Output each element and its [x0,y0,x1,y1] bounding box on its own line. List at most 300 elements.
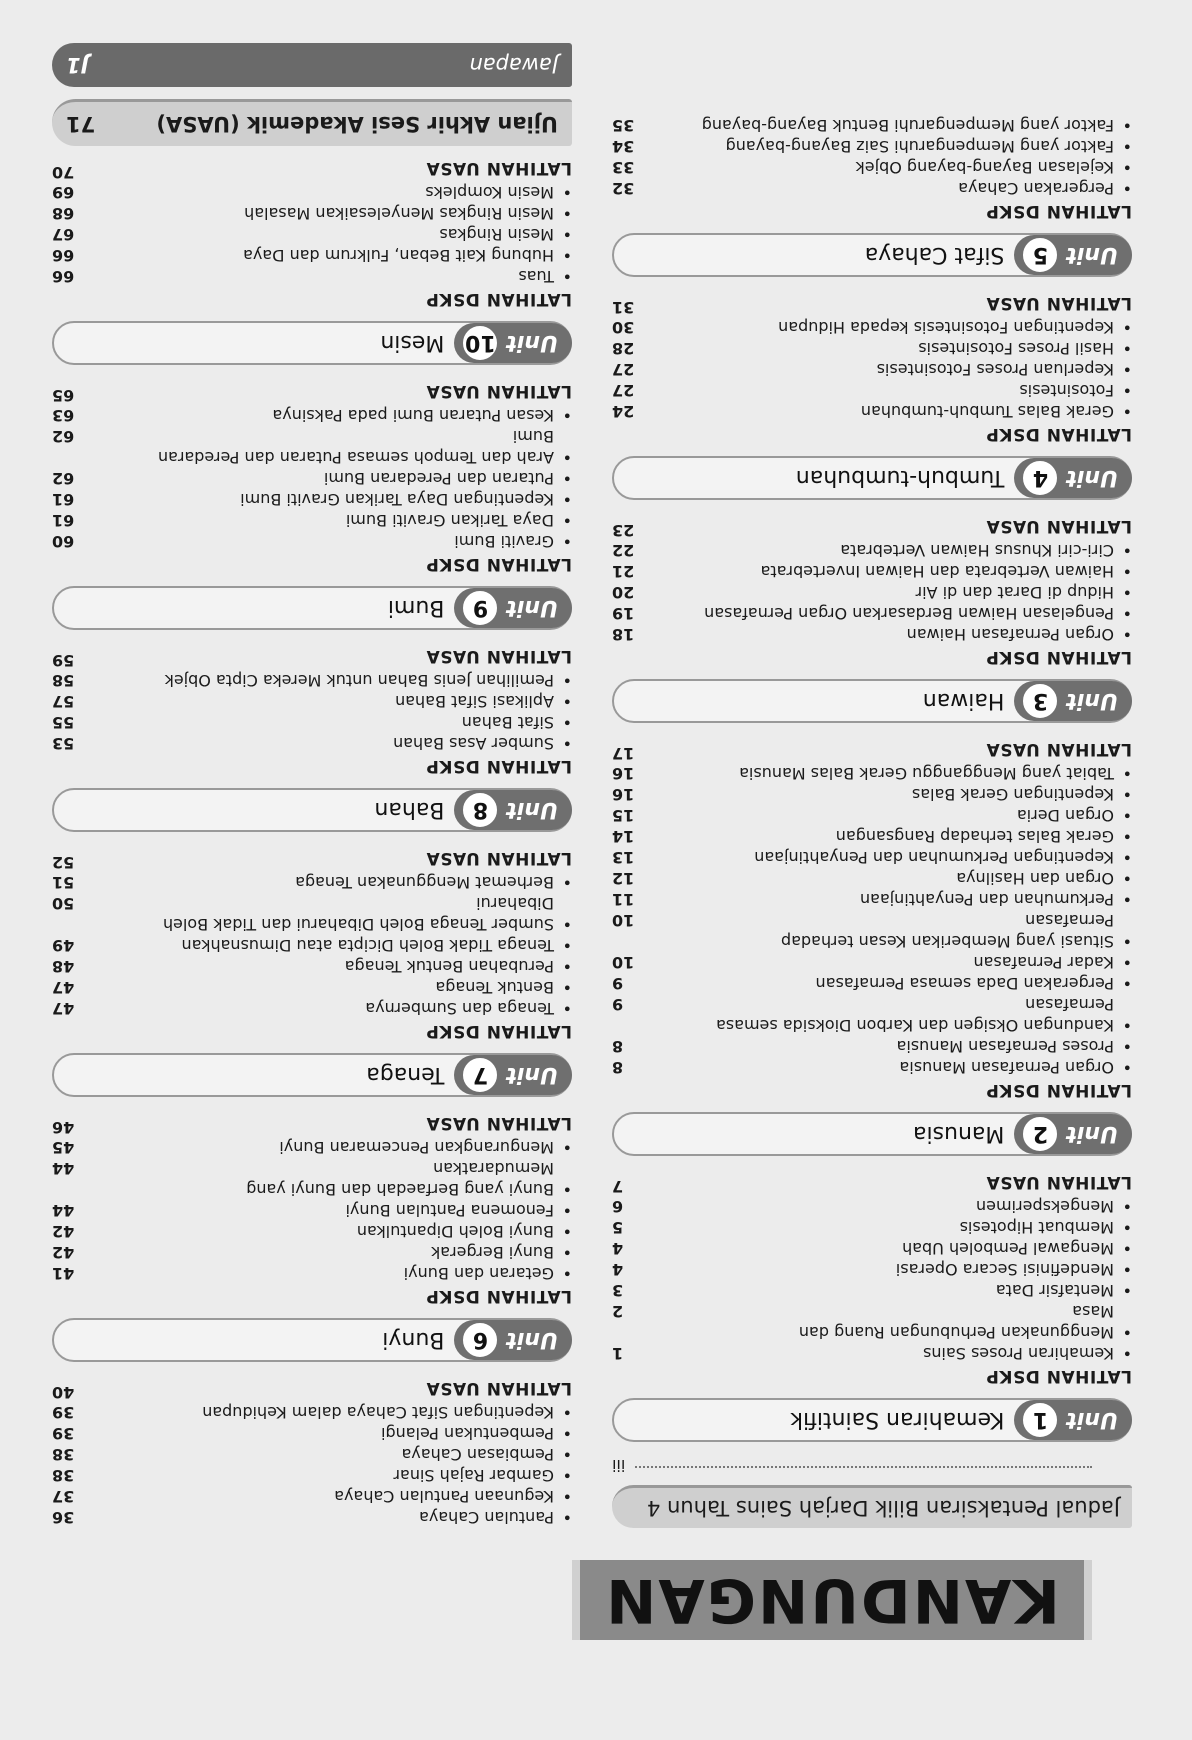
section-label: LATIHAN DSKP [425,1021,572,1041]
entry-title: Graviti Bumi [454,532,554,551]
entry-title: Hidup di Darat dan di Air [915,583,1114,602]
toc-entry[interactable] [52,1444,572,1465]
section-label: LATIHAN DSKP [985,201,1132,221]
entry-title: Pernafasan [1025,911,1114,930]
entry-title: Ciri-ciri Khusus Haiwan Vertebrata [840,541,1114,560]
section-label: LATIHAN UASA [426,158,572,178]
toc-entry[interactable] [52,977,572,998]
entry-page: 19 [612,604,635,623]
unit-word: Unit [1066,1407,1118,1433]
entry-title: Kepentingan Perkumuhan dan Penyahtinjaan [754,848,1114,867]
toc-entry[interactable] [52,1242,572,1263]
bullet: • [1122,1239,1132,1258]
entry-title: Putaran dan Peredaran Bumi [323,469,554,488]
bullet: • [1122,604,1132,623]
entry-page: 39 [52,1424,75,1443]
bullet: • [562,1403,572,1422]
toc-entry[interactable] [612,952,1132,973]
entry-page: 50 [52,894,75,913]
section-label: LATIHAN UASA [426,1113,572,1133]
entry-title: Fenomena Pantulan Bunyi [345,1201,554,1220]
bullet: • [562,915,572,934]
entry-title: Pembiasan Cahaya [401,1445,554,1464]
toc-entry[interactable] [612,317,1132,338]
entry-page: 61 [52,490,75,509]
entry-page [612,931,654,952]
entry-title: Mesin Ringkas Menyelesaikan Masalah [244,204,554,223]
entry-title: Memudaratkan [433,1159,554,1178]
entry-page: 30 [612,318,635,337]
entry-title: Kemahiran Proses Sains [923,1344,1114,1363]
unit-number: 6 [460,1320,500,1360]
unit-5-header[interactable] [612,233,1132,277]
toc-entry[interactable] [612,1301,1132,1322]
entry-page: 67 [52,225,75,244]
section-label: LATIHAN DSKP [425,1286,572,1306]
entry-page: 51 [52,873,75,892]
unit-pill [1014,458,1132,498]
unit-word: Unit [1066,1121,1118,1147]
unit-pill [454,1320,572,1360]
bullet [1114,910,1132,931]
toc-entry[interactable] [612,973,1132,994]
dskp-heading[interactable] [52,1019,572,1045]
bullet: • [1122,848,1132,867]
toc-entry[interactable] [52,914,572,935]
unit-number: 5 [1020,235,1060,275]
bullet: • [562,1424,572,1443]
entry-title: Getaran dan Bunyi [403,1264,554,1283]
toc-entry[interactable] [52,733,572,754]
toc-entry[interactable] [52,998,572,1019]
bullet: • [562,246,572,265]
pbd-schedule-bar[interactable] [612,1485,1132,1528]
toc-entry[interactable] [52,468,572,489]
entry-page: 62 [52,469,75,488]
entry-title: Arah dan Tempoh semasa Putaran dan Peredaran [157,448,554,467]
entry-page: 42 [52,1222,75,1241]
toc-entry[interactable] [612,359,1132,380]
toc-entry[interactable] [612,994,1132,1015]
uasa-heading[interactable] [612,291,1132,317]
dskp-heading[interactable] [52,1284,572,1310]
entry-page: 69 [52,183,75,202]
toc-entry[interactable] [612,910,1132,931]
unit-word: Unit [1066,465,1118,491]
unit-pill [1014,1114,1132,1154]
entry-page: 16 [612,785,635,804]
section-page: 70 [52,163,75,182]
section-page [52,287,94,313]
unit-number: 4 [1020,458,1060,498]
toc-entry[interactable] [52,712,572,733]
entry-page: 60 [52,532,75,551]
section-label: LATIHAN UASA [426,848,572,868]
unit-4-header[interactable] [612,456,1132,500]
unit-number: 7 [460,1055,500,1095]
entry-title: Sifat Bahan [461,713,554,732]
entry-title: Bunyi Bergerak [430,1243,554,1262]
section-page [52,754,94,780]
entry-title: Perubahan Bentuk Tenaga [344,957,554,976]
entry-title: Perkumuhan dan Penyahtinjaan [859,890,1114,909]
bullet: • [562,1243,572,1262]
bullet: • [562,183,572,202]
left-column [612,115,1132,1528]
toc-entry[interactable] [612,540,1132,561]
section-label: LATIHAN UASA [986,1172,1132,1192]
entry-title: Pernafasan [1025,995,1114,1014]
toc-entry[interactable] [52,1507,572,1528]
dskp-heading[interactable] [612,645,1132,671]
toc-entry[interactable] [612,1343,1132,1364]
toc-entry[interactable] [612,1280,1132,1301]
entry-title: Proses Pernafasan Manusia [896,1037,1114,1056]
toc-entry[interactable] [612,1259,1132,1280]
dskp-heading[interactable] [612,199,1132,225]
answers-bar[interactable] [52,43,572,87]
unit-number: 2 [1020,1114,1060,1154]
bullet: • [1122,116,1132,135]
section-label: LATIHAN DSKP [985,647,1132,667]
bullet: • [1122,1323,1132,1342]
bullet: • [562,1466,572,1485]
bullet: • [1122,318,1132,337]
toc-entry[interactable] [612,624,1132,645]
entry-title: Kesan Putaran Bumi pada Paksinya [272,406,554,425]
entry-page: 9 [612,974,624,993]
uasa-heading[interactable] [52,846,572,872]
entry-title: Organ Pernafasan Haiwan [906,625,1114,644]
entry-title: Organ dan Hasilnya [956,869,1114,888]
entry-title: Aplikasi Sifat Bahan [395,692,554,711]
entry-page: 63 [52,406,75,425]
section-label: LATIHAN UASA [986,516,1132,536]
entry-title: Gerak Balas terhadap Rangsangan [835,827,1114,846]
toc-entry[interactable] [52,1200,572,1221]
toc-entry[interactable] [52,1137,572,1158]
toc-entry[interactable] [612,136,1132,157]
toc-entry[interactable] [52,510,572,531]
section-label: LATIHAN UASA [426,646,572,666]
section-page [52,1019,94,1045]
toc-entry[interactable] [52,203,572,224]
toc-entry[interactable] [52,670,572,691]
bullet: • [562,1201,572,1220]
unit-10-header[interactable] [52,321,572,365]
entry-page: 27 [612,360,635,379]
dskp-heading[interactable] [52,552,572,578]
section-page: 40 [52,1383,75,1402]
bullet: • [1122,541,1132,560]
bullet: • [562,978,572,997]
entry-page: 37 [52,1487,75,1506]
toc-entry[interactable] [52,426,572,447]
toc-entry[interactable] [52,893,572,914]
entry-title: Hasil Proses Fotosintesis [918,339,1114,358]
entry-page: 10 [612,953,635,972]
bullet: • [1122,402,1132,421]
toc-entry[interactable] [612,1238,1132,1259]
toc-entry[interactable] [612,1057,1132,1078]
unit-9-header[interactable] [52,586,572,630]
dskp-heading[interactable] [612,1078,1132,1104]
toc-entry[interactable] [52,872,572,893]
entry-page: 36 [52,1508,75,1527]
bullet: • [1122,1016,1132,1035]
entry-page: 53 [52,734,75,753]
unit-title: Kemahiran Saintifik [790,1407,1005,1433]
entry-title: Pantulan Cahaya [419,1508,554,1527]
toc-entry[interactable] [52,266,572,287]
entry-title: Kepentingan Daya Tarikan Graviti Bumi [240,490,554,509]
entry-page: 12 [612,869,635,888]
bullet: • [1122,158,1132,177]
bullet: • [1122,827,1132,846]
unit-pill [454,790,572,830]
bullet: • [1122,1260,1132,1279]
entry-title: Pemilihan Jenis Bahan untuk Mereka Cipta Objek [164,671,554,690]
entry-page: 28 [612,339,635,358]
entry-page: 10 [612,911,635,930]
unit-7-header[interactable] [52,1053,572,1097]
toc-entry[interactable] [52,1402,572,1423]
entry-title: Mesin Kompleks [425,183,554,202]
entry-title: Bentuk Tenaga [435,978,554,997]
toc-entry[interactable] [612,763,1132,784]
pbd-schedule-title: Jadual Pentaksiran Bilik Darjah Sains Tahun 4 [646,1496,1120,1520]
entry-title: Mendefinisi Secara Operasi [895,1260,1114,1279]
bullet: • [1122,953,1132,972]
bullet: • [562,469,572,488]
answers-page: J1 [66,53,89,77]
unit-3-header[interactable] [612,679,1132,723]
unit-pill [454,1055,572,1095]
entry-title: Bunyi Boleh Dipantulkan [356,1222,554,1241]
entry-page [52,1179,94,1200]
entry-title: Pembentukan Pelangi [381,1424,554,1443]
bullet: • [562,1508,572,1527]
bullet: • [1122,1344,1132,1363]
entry-title: Kepentingan Fotosintesis kepada Hidupan [778,318,1114,337]
bullet: • [1122,932,1132,951]
entry-page: 33 [612,158,635,177]
bullet: • [562,1445,572,1464]
bullet: • [562,713,572,732]
entry-page: 44 [52,1159,75,1178]
uasa-exam-bar[interactable] [52,99,572,146]
uasa-heading[interactable] [612,737,1132,763]
entry-title: Tenaga dan Sumbernya [365,999,554,1018]
unit-2-header[interactable] [612,1112,1132,1156]
toc-entry[interactable] [612,561,1132,582]
toc-entry[interactable] [612,582,1132,603]
section-page: 17 [612,744,635,763]
bullet: • [1122,890,1132,909]
section-label: LATIHAN DSKP [985,424,1132,444]
entry-page: 2 [612,1302,624,1321]
toc-entry[interactable] [52,224,572,245]
entry-title: Bumi [512,427,554,446]
unit-word: Unit [506,1062,558,1088]
dot-leader [635,1467,1092,1469]
entry-title: Berhemat Menggunakan Tenaga [295,873,554,892]
toc-entry[interactable] [612,401,1132,422]
toc-entry[interactable] [612,1196,1132,1217]
bullet: • [1122,360,1132,379]
bullet [554,426,572,447]
toc-entry[interactable] [52,1465,572,1486]
entry-title: Tuas [518,267,554,286]
uasa-heading[interactable] [52,1111,572,1137]
toc-entry[interactable] [612,1217,1132,1238]
toc-entry[interactable] [52,691,572,712]
entry-page: 47 [52,999,75,1018]
toc-entry[interactable] [612,115,1132,136]
bullet [1114,994,1132,1015]
toc-entry[interactable] [612,157,1132,178]
toc-entry[interactable] [52,1486,572,1507]
uasa-heading[interactable] [52,644,572,670]
toc-entry[interactable] [52,1221,572,1242]
bullet [554,893,572,914]
toc-entry[interactable] [612,1036,1132,1057]
bullet [554,1158,572,1179]
entry-page: 34 [612,137,635,156]
toc-entry[interactable] [612,380,1132,401]
entry-page: 58 [52,671,75,690]
entry-page: 21 [612,562,635,581]
unit-number: 8 [460,790,500,830]
section-label: LATIHAN DSKP [985,1080,1132,1100]
bullet: • [562,267,572,286]
toc-entry[interactable] [52,956,572,977]
unit-6-header[interactable] [52,1318,572,1362]
entry-page [52,914,94,935]
entry-title: Membuat Hipotesis [959,1218,1114,1237]
toc-entry[interactable] [52,531,572,552]
uasa-heading[interactable] [52,379,572,405]
bullet: • [1122,1197,1132,1216]
toc-entry[interactable] [612,826,1132,847]
toc-entry[interactable] [52,405,572,426]
entry-title: Kepentingan Gerak Balas [911,785,1114,804]
unit-title: Mesin [380,330,445,356]
unit-1-header[interactable] [612,1398,1132,1442]
entry-title: Kegunaan Pantulan Cahaya [334,1487,554,1506]
section-page [612,1364,654,1390]
toc-entry[interactable] [52,1158,572,1179]
uasa-heading[interactable] [52,156,572,182]
entry-title: Faktor yang Mempengaruhi Saiz Bayang-bayang [725,137,1114,156]
toc-entry[interactable] [612,178,1132,199]
toc-entry[interactable] [612,1322,1132,1343]
toc-entry[interactable] [612,931,1132,952]
uasa-heading[interactable] [52,1376,572,1402]
section-page [52,1284,94,1310]
toc-entry[interactable] [612,805,1132,826]
uasa-heading[interactable] [612,514,1132,540]
bullet: • [562,204,572,223]
toc-entry[interactable] [52,182,572,203]
entry-title: Tabiat yang Mengganggu Gerak Balas Manusia [739,764,1114,783]
bullet: • [1122,1281,1132,1300]
entry-title: Kandungan Oksigen dan Karbon Dioksida semasa [716,1016,1114,1035]
toc-entry[interactable] [52,245,572,266]
toc-entry[interactable] [612,868,1132,889]
entry-page [612,1015,654,1036]
toc-entry[interactable] [612,1015,1132,1036]
dskp-heading[interactable] [612,422,1132,448]
entry-page: 47 [52,978,75,997]
right-column [52,43,572,1528]
dskp-heading[interactable] [52,287,572,313]
entry-page: 20 [612,583,635,602]
bullet: • [1122,1037,1132,1056]
bullet: • [562,692,572,711]
section-page [612,645,654,671]
bullet: • [1122,764,1132,783]
entry-page: 5 [612,1218,624,1237]
entry-page: 38 [52,1466,75,1485]
toc-entry[interactable] [52,1179,572,1200]
toc-entry[interactable] [52,1423,572,1444]
entry-page: 68 [52,204,75,223]
toc-entry[interactable] [52,489,572,510]
answers-title: Jawapan [469,53,558,77]
entry-title: Gerak Balas Tumbuh-tumbuhan [860,402,1114,421]
entry-title: Situasi yang Memberikan Kesan terhadap [781,932,1114,951]
unit-pill [1014,1400,1132,1440]
entry-page: 61 [52,511,75,530]
dskp-heading[interactable] [612,1364,1132,1390]
section-page: 65 [52,386,75,405]
unit-8-header[interactable] [52,788,572,832]
bullet: • [562,936,572,955]
entry-page: 44 [52,1201,75,1220]
entry-page: 55 [52,713,75,732]
dskp-heading[interactable] [52,754,572,780]
entry-page: 8 [612,1058,624,1077]
entry-title: Fotosintesis [1019,381,1114,400]
toc-entry[interactable] [52,935,572,956]
bullet: • [1122,806,1132,825]
bullet: • [562,1138,572,1157]
section-page: 46 [52,1118,75,1137]
section-label: LATIHAN DSKP [425,289,572,309]
bullet: • [1122,179,1132,198]
toc-entry[interactable] [52,447,572,468]
toc-entry[interactable] [612,603,1132,624]
unit-title: Tumbuh-tumbuhan [795,465,1005,491]
section-page [612,422,654,448]
toc-entry[interactable] [612,847,1132,868]
uasa-heading[interactable] [612,1170,1132,1196]
toc-entry[interactable] [612,889,1132,910]
toc-entry[interactable] [612,338,1132,359]
toc-entry[interactable] [612,784,1132,805]
entry-page: 49 [52,936,75,955]
entry-page: 11 [612,890,635,909]
unit-word: Unit [506,1327,558,1353]
section-page: 23 [612,521,635,540]
entry-title: Pergerakan Dada semasa Pernafasan [815,974,1114,993]
bullet: • [1122,974,1132,993]
bullet: • [562,406,572,425]
bullet: • [562,734,572,753]
toc-entry[interactable] [52,1263,572,1284]
bullet: • [1122,1218,1132,1237]
